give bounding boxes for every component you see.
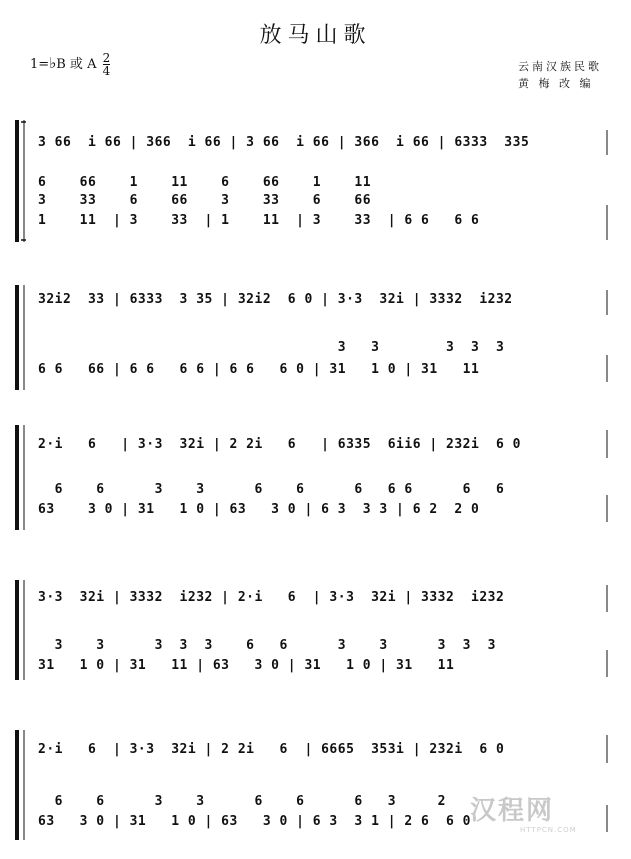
bass-line: 63 3 0 | 31 1 0 | 63 3 0 | 6 3 3 3 | 6 2 2 0 — [38, 502, 480, 517]
melody-line: 3·3 32i | 3332 i232 | 2·i 6 | 3·3 32i | 3332 i232 — [38, 590, 505, 605]
harmony-upper-line: 3 3 3 3 3 — [38, 340, 505, 355]
system-1-brackets — [17, 120, 26, 242]
watermark-logo: 汉程网 — [470, 796, 555, 826]
key-text: B 或 A — [56, 57, 97, 72]
melody-line: 2·i 6 | 3·3 32i | 2 2i 6 | 6665 353i | 232i 6 0 — [38, 742, 505, 757]
harmony-upper-line: 6 6 3 3 6 6 6 6 6 6 6 — [38, 482, 505, 497]
melody-line: 32i2 33 | 6333 3 35 | 32i2 6 0 | 3·3 32i | 3332 i232 — [38, 292, 513, 307]
flat-symbol: ♭ — [49, 54, 57, 72]
harmony-upper-line: 6 66 1 11 6 66 1 11 — [38, 175, 372, 190]
arranger-credit: 黄 梅 改 编 — [518, 77, 594, 90]
melody-line: 2·i 6 | 3·3 32i | 2 2i 6 | 6335 6ii6 | 232i 6 0 — [38, 437, 521, 452]
time-top: 2 — [102, 51, 111, 65]
harmony-middle-line: 3 33 6 66 3 33 6 66 — [38, 193, 372, 208]
key-prefix: 1= — [30, 57, 50, 72]
harmony-upper-line: 3 3 3 3 3 6 6 3 3 3 3 3 — [38, 638, 496, 653]
bass-line: 63 3 0 | 31 1 0 | 63 3 0 | 6 3 3 1 | 2 6 6 0 — [38, 814, 471, 829]
score-title: 放马山歌 — [259, 23, 372, 48]
bass-line: 1 11 | 3 33 | 1 11 | 3 33 | 6 6 6 6 — [38, 213, 480, 228]
system-5-brackets — [17, 730, 24, 840]
system-2-brackets — [17, 285, 24, 390]
melody-line: 3 66 i 66 | 366 i 66 | 3 66 i 66 | 366 i 66 | 6333 335 — [38, 135, 530, 150]
system-3-brackets — [17, 425, 24, 530]
time-bottom: 4 — [102, 64, 111, 78]
watermark-url: HTTPCN.COM — [520, 826, 577, 834]
bass-line: 31 1 0 | 31 11 | 63 3 0 | 31 1 0 | 31 11 — [38, 658, 455, 673]
harmony-upper-line: 6 6 3 3 6 6 6 3 2 — [38, 794, 447, 809]
bass-line: 6 6 66 | 6 6 6 6 | 6 6 6 0 | 31 1 0 | 31 11 — [38, 362, 480, 377]
system-4-brackets — [17, 580, 24, 680]
origin-credit: 云南汉族民歌 — [518, 60, 602, 73]
